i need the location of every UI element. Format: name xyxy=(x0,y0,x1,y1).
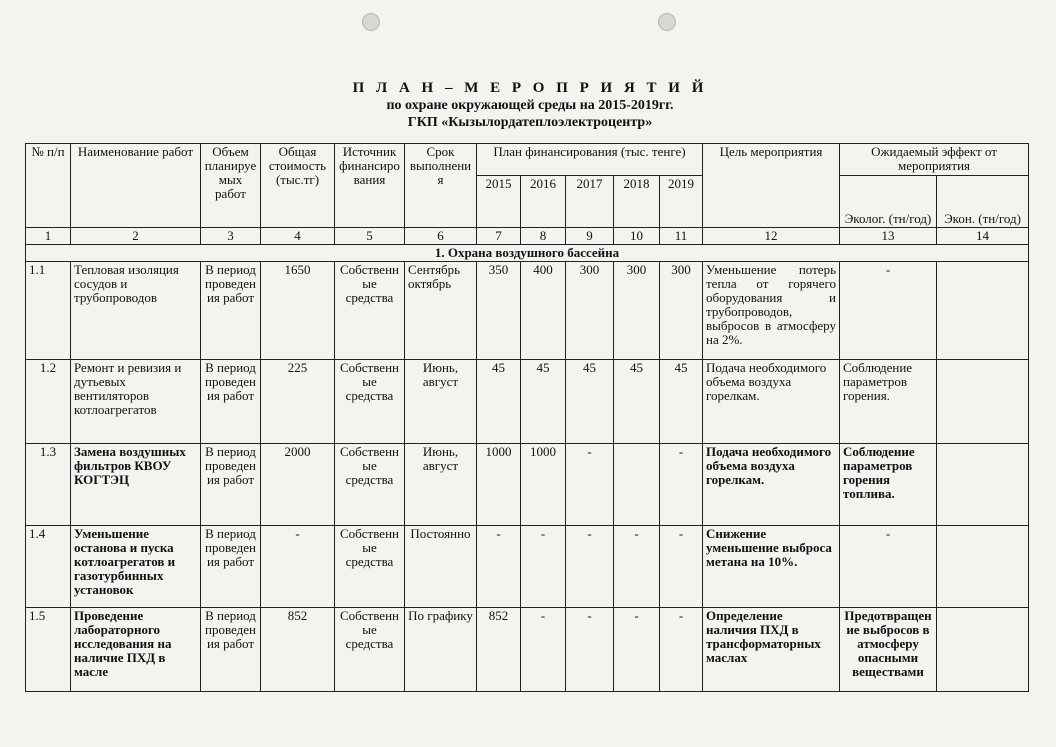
row-num: 1.5 xyxy=(26,608,71,692)
row-year-value: - xyxy=(614,526,660,608)
row-year-value: - xyxy=(660,608,703,692)
column-number: 10 xyxy=(614,228,660,245)
column-number: 8 xyxy=(521,228,566,245)
row-ecolog: Соблюдение параметров горения. xyxy=(840,360,937,444)
organization-name: ГКП «Кызылордатеплоэлектроцентр» xyxy=(407,115,653,130)
header-row xyxy=(26,144,1029,176)
action-plan-table xyxy=(25,143,1029,692)
header-year: 2017 xyxy=(566,176,614,228)
row-volume: В период проведения работ xyxy=(201,262,261,360)
document-title: П Л А Н – М Е Р О П Р И Я Т И Й xyxy=(352,80,708,96)
row-name: Проведение лабораторного исследования на наличие ПХД в масле xyxy=(71,608,201,692)
row-volume: В период проведения работ xyxy=(201,360,261,444)
document-subtitle: по охране окружающей среды на 2015-2019гг. xyxy=(386,98,674,113)
row-year-value: - xyxy=(614,608,660,692)
column-number: 3 xyxy=(201,228,261,245)
header-year: 2016 xyxy=(521,176,566,228)
row-year-value: - xyxy=(521,526,566,608)
header-cost: Общая стоимость (тыс.тг) xyxy=(261,144,335,228)
header-year: 2019 xyxy=(660,176,703,228)
row-num: 1.1 xyxy=(26,262,71,360)
row-ecolog: Предотвращение выбросов в атмосферу опасными веществами xyxy=(840,608,937,692)
row-volume: В период проведения работ xyxy=(201,526,261,608)
row-volume: В период проведения работ xyxy=(201,608,261,692)
header-name: Наименование работ xyxy=(71,144,201,228)
row-term: Июнь, август xyxy=(405,444,477,526)
row-year-value: 1000 xyxy=(521,444,566,526)
row-year-value: 45 xyxy=(614,360,660,444)
row-year-value: 45 xyxy=(660,360,703,444)
column-number-row xyxy=(26,228,1029,245)
row-year-value: 350 xyxy=(477,262,521,360)
header-econ: Экон. (тн/год) xyxy=(937,176,1029,228)
row-num: 1.2 xyxy=(26,360,71,444)
header-ecolog: Эколог. (тн/год) xyxy=(840,176,937,228)
row-name: Тепловая изоляция сосудов и трубопроводов xyxy=(71,262,201,360)
header-volume: Объем планируемых работ xyxy=(201,144,261,228)
row-year-value: 300 xyxy=(566,262,614,360)
row-num: 1.4 xyxy=(26,526,71,608)
row-econ xyxy=(937,444,1029,526)
section-row xyxy=(26,245,1029,262)
row-year-value: - xyxy=(660,444,703,526)
row-year-value: 852 xyxy=(477,608,521,692)
row-term: Постоянно xyxy=(405,526,477,608)
row-ecolog: Соблюдение параметров горения топлива. xyxy=(840,444,937,526)
row-econ xyxy=(937,526,1029,608)
header-plan: План финансирования (тыс. тенге) xyxy=(477,144,703,176)
row-year-value: - xyxy=(477,526,521,608)
row-cost: 225 xyxy=(261,360,335,444)
column-number: 2 xyxy=(71,228,201,245)
row-year-value: - xyxy=(660,526,703,608)
row-volume: В период проведения работ xyxy=(201,444,261,526)
row-year-value: 300 xyxy=(614,262,660,360)
row-goal: Снижение уменьшение выброса метана на 10%. xyxy=(703,526,840,608)
column-number: 13 xyxy=(840,228,937,245)
table-row xyxy=(26,262,1029,360)
row-name: Ремонт и ревизия и дутьевых вентиляторов котлоагрегатов xyxy=(71,360,201,444)
column-number: 9 xyxy=(566,228,614,245)
header-effect: Ожидаемый эффект от мероприятия xyxy=(840,144,1029,176)
row-source: Собственные средства xyxy=(335,444,405,526)
row-year-value: - xyxy=(566,526,614,608)
document-header xyxy=(320,80,740,131)
header-year: 2018 xyxy=(614,176,660,228)
header-source: Источник финансирования xyxy=(335,144,405,228)
column-number: 11 xyxy=(660,228,703,245)
row-cost: 852 xyxy=(261,608,335,692)
row-cost: 1650 xyxy=(261,262,335,360)
row-term: По графику xyxy=(405,608,477,692)
row-source: Собственные средства xyxy=(335,608,405,692)
column-number: 5 xyxy=(335,228,405,245)
row-year-value: - xyxy=(521,608,566,692)
column-number: 4 xyxy=(261,228,335,245)
column-number: 6 xyxy=(405,228,477,245)
row-ecolog: - xyxy=(840,526,937,608)
row-goal: Подача необходимого объема воздуха горелкам. xyxy=(703,360,840,444)
row-year-value: 300 xyxy=(660,262,703,360)
row-year-value: 400 xyxy=(521,262,566,360)
row-source: Собственные средства xyxy=(335,526,405,608)
row-year-value: 45 xyxy=(566,360,614,444)
row-year-value xyxy=(614,444,660,526)
column-number: 7 xyxy=(477,228,521,245)
row-econ xyxy=(937,608,1029,692)
column-number: 1 xyxy=(26,228,71,245)
table-row xyxy=(26,444,1029,526)
row-source: Собственные средства xyxy=(335,262,405,360)
row-goal: Определение наличия ПХД в трансформаторных маслах xyxy=(703,608,840,692)
column-number: 14 xyxy=(937,228,1029,245)
table-row xyxy=(26,526,1029,608)
punch-hole xyxy=(658,13,676,31)
row-num: 1.3 xyxy=(26,444,71,526)
header-goal: Цель мероприятия xyxy=(703,144,840,228)
row-year-value: 1000 xyxy=(477,444,521,526)
row-year-value: - xyxy=(566,444,614,526)
row-year-value: 45 xyxy=(521,360,566,444)
row-term: Сентябрь октябрь xyxy=(405,262,477,360)
row-year-value: - xyxy=(566,608,614,692)
section-title: 1. Охрана воздушного бассейна xyxy=(26,245,1029,262)
row-econ xyxy=(937,360,1029,444)
row-name: Уменьшение останова и пуска котлоагрегатов и газотурбинных установок xyxy=(71,526,201,608)
column-number: 12 xyxy=(703,228,840,245)
row-term: Июнь, август xyxy=(405,360,477,444)
row-cost: 2000 xyxy=(261,444,335,526)
table-row xyxy=(26,608,1029,692)
row-cost: - xyxy=(261,526,335,608)
header-num: № п/п xyxy=(26,144,71,228)
punch-hole xyxy=(362,13,380,31)
header-term: Срок выполнения xyxy=(405,144,477,228)
row-goal: Уменьшение потерь тепла от горячего оборудования и трубопроводов, выбросов в атмосферу на 2%. xyxy=(703,262,840,360)
row-goal: Подача необходимого объема воздуха горелкам. xyxy=(703,444,840,526)
row-ecolog: - xyxy=(840,262,937,360)
row-year-value: 45 xyxy=(477,360,521,444)
row-source: Собственные средства xyxy=(335,360,405,444)
row-name: Замена воздушных фильтров КВОУ КОГТЭЦ xyxy=(71,444,201,526)
row-econ xyxy=(937,262,1029,360)
header-year: 2015 xyxy=(477,176,521,228)
table-row xyxy=(26,360,1029,444)
